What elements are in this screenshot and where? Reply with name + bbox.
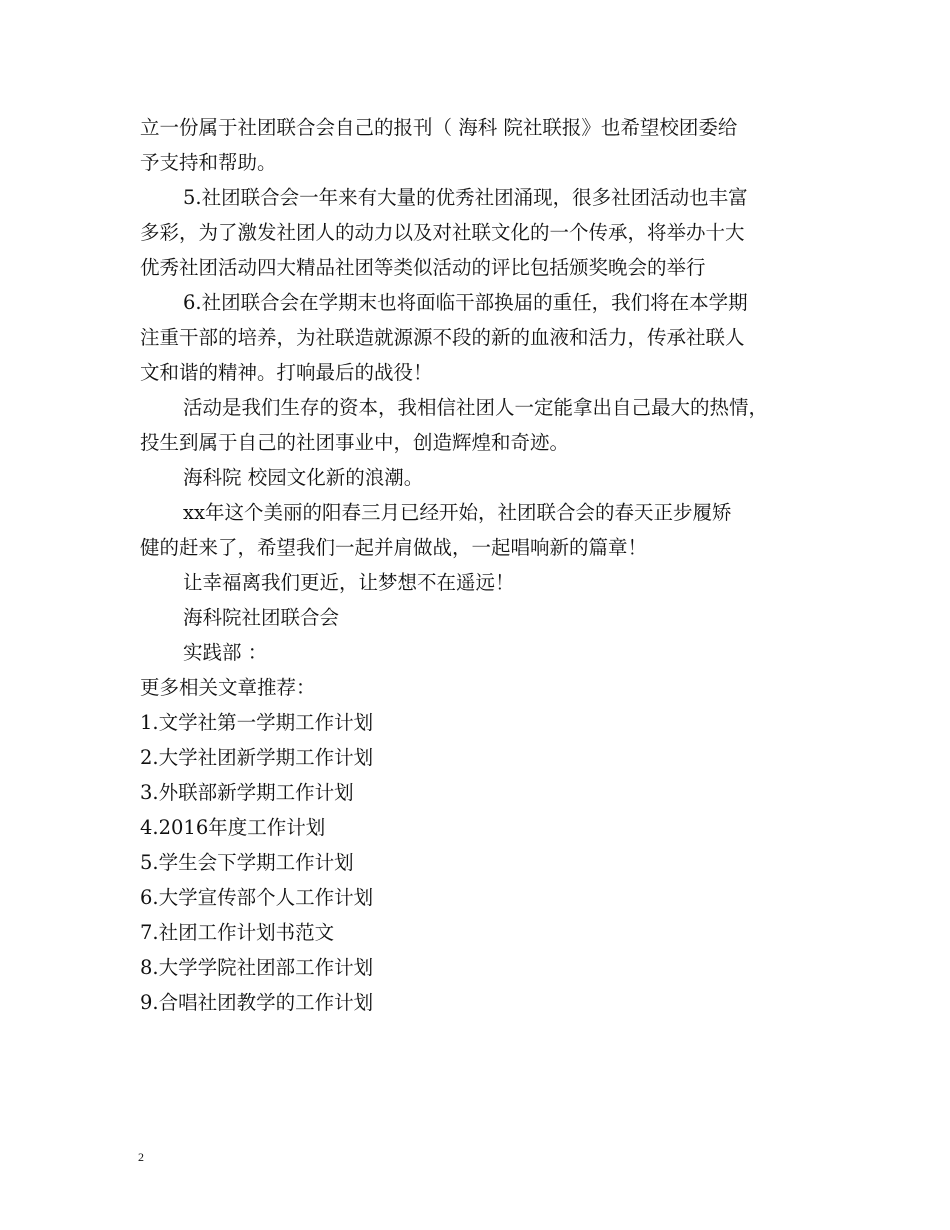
text-line: 健的赶来了，希望我们一起并肩做战，一起唱响新的篇章！ — [140, 536, 648, 559]
text-line: 活动是我们生存的资本，我相信社团人一定能拿出自己最大的热情， — [183, 396, 769, 419]
page-number: 2 — [138, 1150, 144, 1164]
related-article-link[interactable]: 4.2016年度工作计划 — [140, 816, 326, 839]
text-line: 海科院 校园文化新的浪潮。 — [183, 466, 424, 489]
text-line: 海科院社团联合会 — [183, 606, 340, 629]
text-line: 让幸福离我们更近，让梦想不在遥远！ — [183, 571, 515, 594]
text-line: 多彩，为了激发社团人的动力以及对社联文化的一个传承，将举办十大 — [140, 221, 745, 244]
paragraph-slogan — [140, 460, 830, 495]
related-article-link[interactable]: 3.外联部新学期工作计划 — [140, 781, 354, 804]
paragraph-happiness — [140, 565, 830, 600]
related-article-link[interactable]: 7.社团工作计划书范文 — [140, 921, 335, 944]
related-articles-heading: 更多相关文章推荐： — [140, 676, 316, 699]
related-article-link[interactable]: 2.大学社团新学期工作计划 — [140, 746, 374, 769]
signature-union — [140, 600, 830, 635]
text-line: 实践部 ： — [183, 641, 268, 664]
document-body — [140, 110, 830, 1020]
paragraph-activity — [140, 390, 830, 460]
text-line: 6.社团联合会在学期末也将面临干部换届的重任，我们将在本学期 — [183, 291, 748, 314]
related-article-link[interactable]: 9.合唱社团教学的工作计划 — [140, 991, 374, 1014]
text-line: xx年这个美丽的阳春三月已经开始，社团联合会的春天正步履矫 — [183, 501, 732, 524]
text-line: 注重干部的培养，为社联造就源源不段的新的血液和活力，传承社联人 — [140, 326, 745, 349]
paragraph-journal — [140, 110, 830, 180]
paragraph-spring — [140, 495, 830, 565]
text-line: 立一份属于社团联合会自己的报刊（ 海科 院社联报》也希望校团委给 — [140, 116, 738, 139]
text-line: 文和谐的精神。打响最后的战役！ — [140, 361, 433, 384]
text-line: 投生到属于自己的社团事业中，创造辉煌和奇迹。 — [140, 431, 570, 454]
text-line: 5.社团联合会一年来有大量的优秀社团涌现，很多社团活动也丰富 — [183, 186, 748, 209]
paragraph-item-5 — [140, 180, 830, 285]
related-articles-list — [140, 705, 830, 1020]
related-article-link[interactable]: 5.学生会下学期工作计划 — [140, 851, 354, 874]
text-line: 予支持和帮助。 — [140, 151, 277, 174]
signature-department — [140, 635, 830, 670]
related-article-link[interactable]: 6.大学宣传部个人工作计划 — [140, 886, 374, 909]
paragraph-item-6 — [140, 285, 830, 390]
text-line: 优秀社团活动四大精品社团等类似活动的评比包括颁奖晚会的举行 — [140, 256, 706, 279]
related-article-link[interactable]: 1.文学社第一学期工作计划 — [140, 711, 374, 734]
related-article-link[interactable]: 8.大学学院社团部工作计划 — [140, 956, 374, 979]
